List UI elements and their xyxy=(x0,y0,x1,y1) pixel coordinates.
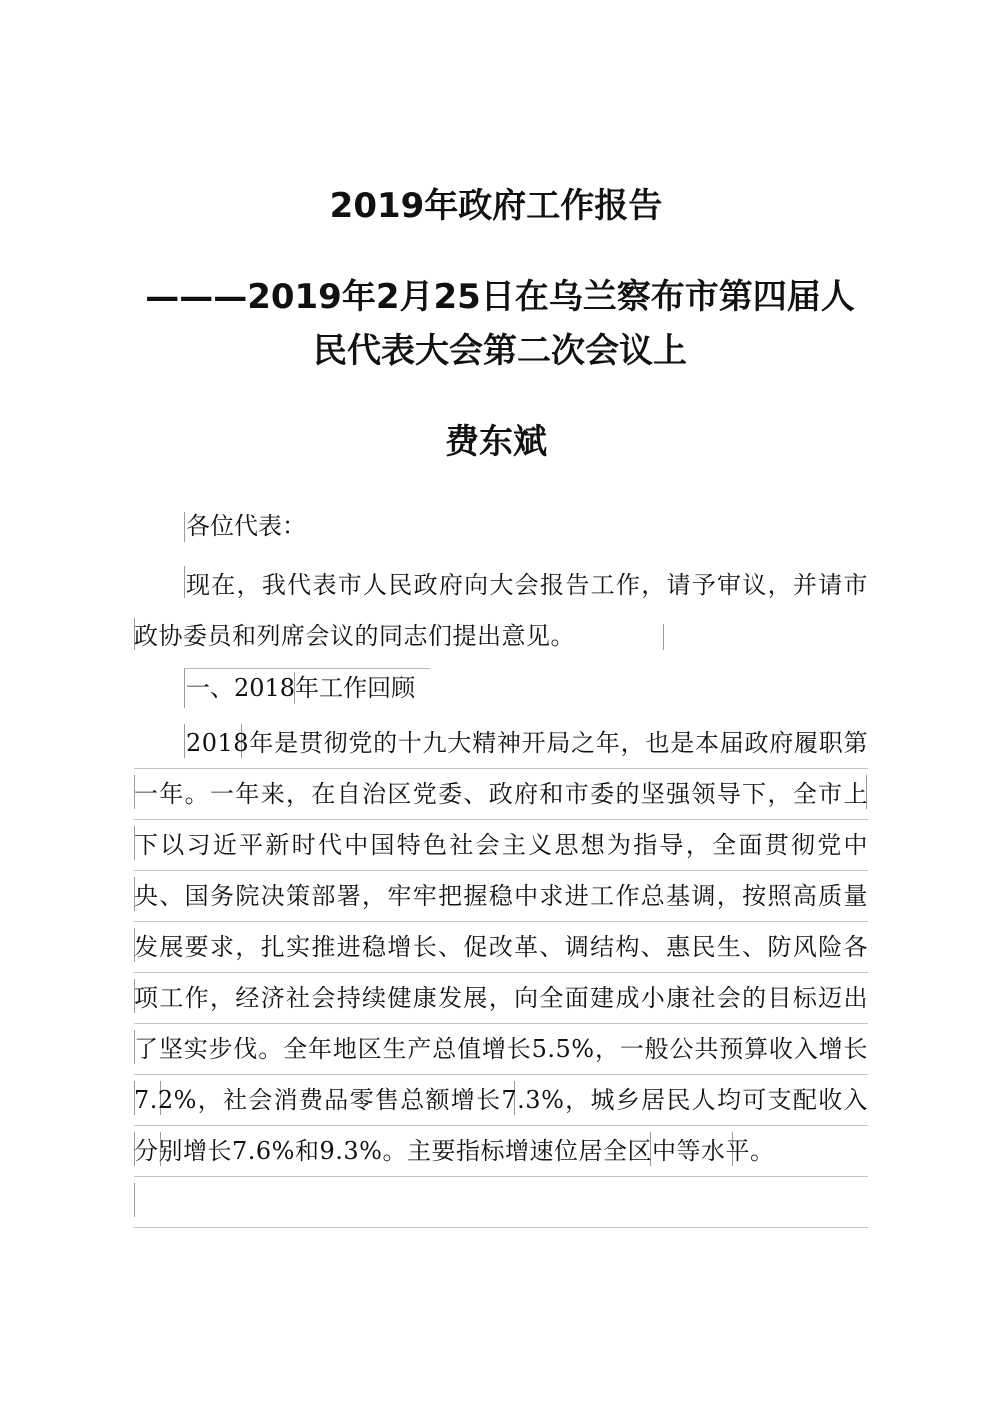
intro-paragraph: 现在，我代表市人民政府向大会报告工作，请予审议，并请市政协委员和列席会议的同志们提出意见。 xyxy=(134,571,868,650)
revision-mark xyxy=(184,512,185,542)
document-subtitle: ———2019年2月25日在乌兰察布市第四届人民代表大会第二次会议上 xyxy=(145,277,855,371)
line-rule xyxy=(134,1227,868,1228)
document-author: 费东斌 xyxy=(445,422,547,462)
revision-mark xyxy=(134,1183,135,1217)
section-heading: 一、2018年工作回顾 xyxy=(186,674,416,702)
document-title: 2019年政府工作报告 xyxy=(329,186,663,226)
salutation: 各位代表： xyxy=(186,512,306,540)
review-paragraph: 2018年是贯彻党的十九大精神开局之年，也是本届政府履职第一年。一年来，在自治区党委、政府和市委的坚强领导下，全市上下以习近平新时代中国特色社会主义思想为指导，全面贯彻党中央、国务院决策部署，牢牢把握稳中求进工作总基调，按照高质量发展要求，扎实推进稳增长、促改革、调结构、惠民生、防风险各项工作，经济社会持续健康发展，向全面建成小康社会的目标迈出了坚实步伐。全年地区生产总值增长5.5%，一般公共预算收入增长7.2%，社会消费品零售总额增长7.3%，城乡居民人均可支配收入分别增长7.6%和9.3%。主要指标增速位居全区中等水平。 xyxy=(134,729,868,1165)
